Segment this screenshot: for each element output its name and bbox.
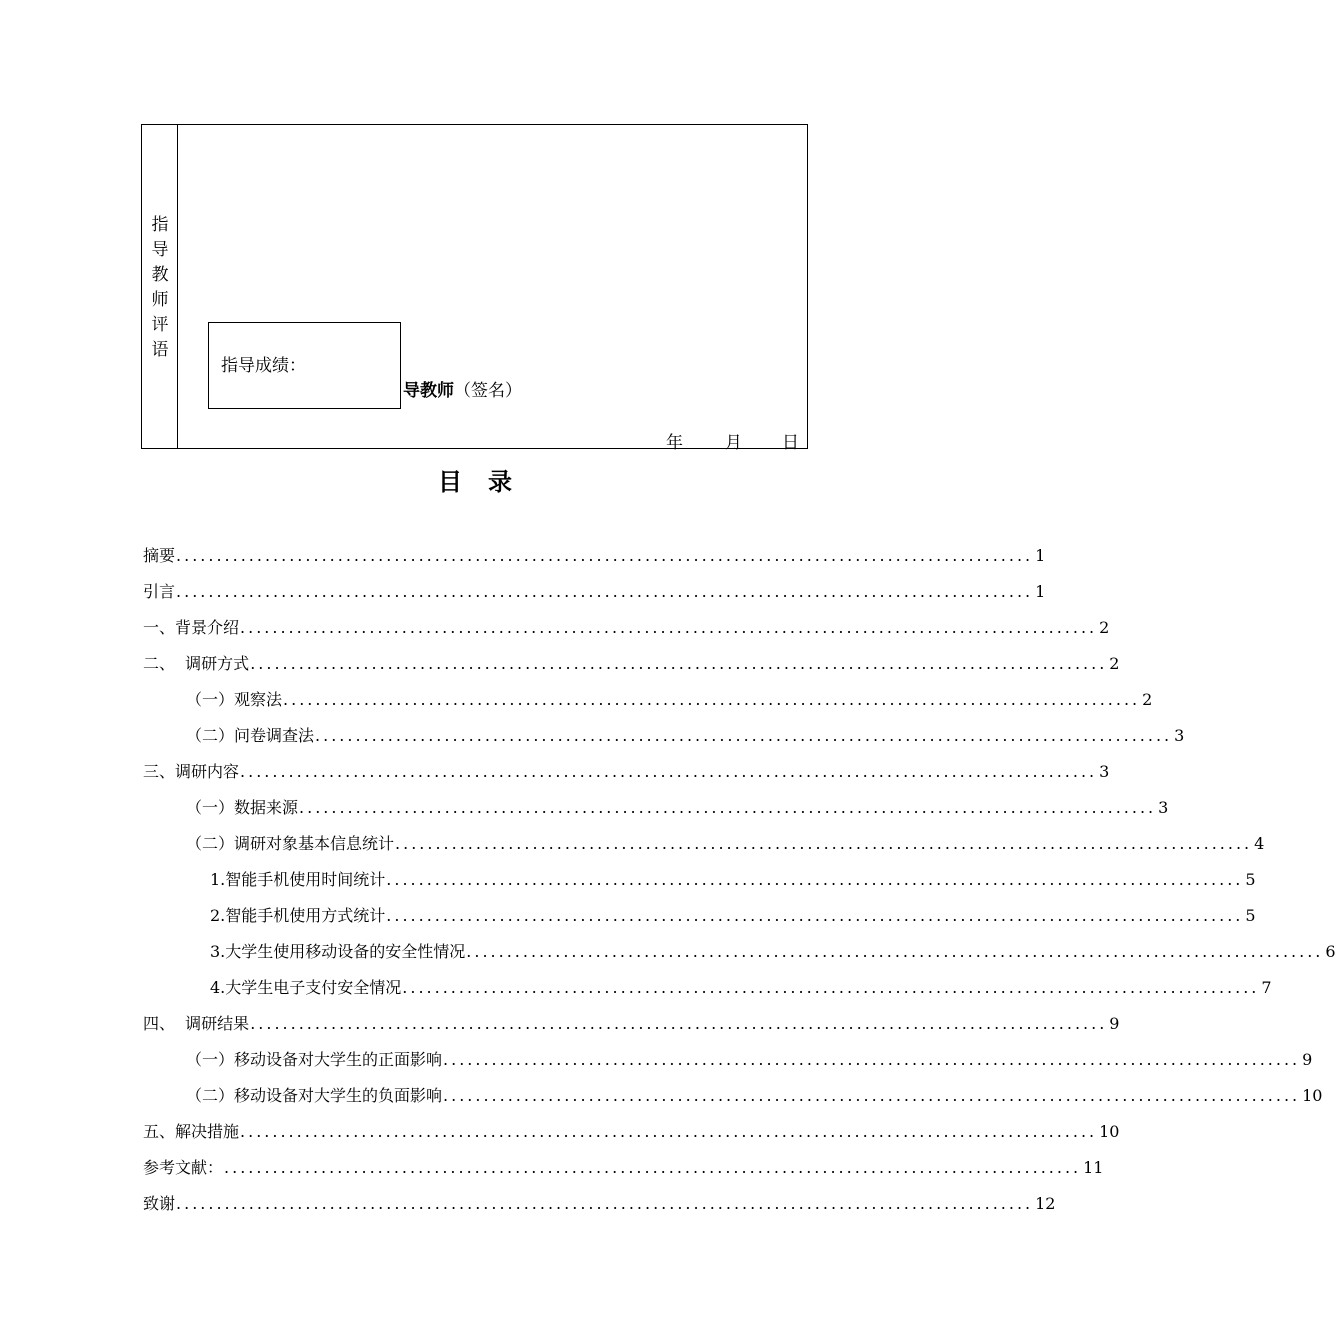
toc-entry-title: 致谢 xyxy=(143,1194,176,1213)
toc-entry[interactable] xyxy=(210,963,1272,999)
toc-entry-page: 5 xyxy=(1245,906,1256,925)
evaluation-table xyxy=(141,124,808,453)
toc-entry[interactable] xyxy=(186,1071,1323,1107)
toc-entry[interactable] xyxy=(210,927,1336,963)
toc-entry-page: 3 xyxy=(1158,798,1169,817)
toc-leader-dots: .......................................................................................................... xyxy=(299,798,1157,817)
toc-entry-title: 4.大学生电子支付安全情况 xyxy=(210,978,402,997)
signature-note: （签名） xyxy=(454,381,522,401)
toc-entry[interactable] xyxy=(186,819,1265,855)
toc-entry-title: 四、 调研结果 xyxy=(143,1014,250,1033)
toc-entry[interactable] xyxy=(143,1107,1120,1143)
toc-entry-page: 2 xyxy=(1142,690,1153,709)
toc-leader-dots: .......................................................................................................... xyxy=(386,906,1244,925)
toc-leader-dots: .......................................................................................................... xyxy=(315,726,1173,745)
toc-leader-dots: .......................................................................................................... xyxy=(240,1122,1098,1141)
toc-entry[interactable] xyxy=(210,855,1256,891)
toc-entry-page: 3 xyxy=(1099,762,1110,781)
toc-entry-title: 引言 xyxy=(143,582,176,601)
toc-entry-title: （一）观察法 xyxy=(186,690,283,709)
toc-leader-dots: .......................................................................................................... xyxy=(176,582,1034,601)
toc-leader-dots: .......................................................................................................... xyxy=(395,834,1253,853)
toc-leader-dots: .......................................................................................................... xyxy=(250,654,1108,673)
toc-entry-title: 1.智能手机使用时间统计 xyxy=(210,870,386,889)
toc-leader-dots: .......................................................................................................... xyxy=(240,618,1098,637)
toc-entry-title: 一、背景介绍 xyxy=(143,618,240,637)
toc-entry-page: 1 xyxy=(1035,582,1046,601)
toc-entry[interactable] xyxy=(186,711,1185,747)
toc-entry-title: 二、 调研方式 xyxy=(143,654,250,673)
toc-leader-dots: .......................................................................................................... xyxy=(176,1194,1034,1213)
supervisor-signature xyxy=(403,376,522,401)
toc-leader-dots: .......................................................................................................... xyxy=(386,870,1244,889)
toc-leader-dots: .......................................................................................................... xyxy=(176,546,1034,565)
toc-entry-page: 10 xyxy=(1302,1086,1323,1105)
date-month-label: 月 xyxy=(725,433,742,453)
evaluation-label-cell xyxy=(142,125,178,448)
toc-entry-page: 10 xyxy=(1099,1122,1120,1141)
toc-title: 目录 xyxy=(438,467,538,496)
toc-entry[interactable] xyxy=(143,1143,1104,1179)
toc-entry-page: 2 xyxy=(1109,654,1120,673)
toc-entry[interactable] xyxy=(143,567,1046,603)
toc-entry-title: 三、调研内容 xyxy=(143,762,240,781)
toc-entry-title: （二）问卷调查法 xyxy=(186,726,315,745)
toc-entry-page: 5 xyxy=(1245,870,1256,889)
date-day-label: 日 xyxy=(782,433,799,453)
toc-leader-dots: .......................................................................................................... xyxy=(466,942,1324,961)
toc-entry[interactable] xyxy=(143,639,1120,675)
toc-entry-page: 1 xyxy=(1035,546,1046,565)
toc-entry-title: 参考文献： xyxy=(143,1158,224,1177)
toc-leader-dots: .......................................................................................................... xyxy=(240,762,1098,781)
toc-leader-dots: .......................................................................................................... xyxy=(443,1086,1301,1105)
toc-leader-dots: .......................................................................................................... xyxy=(402,978,1260,997)
grade-box xyxy=(208,322,401,409)
toc-entry-page: 7 xyxy=(1261,978,1272,997)
toc-entry-page: 2 xyxy=(1099,618,1110,637)
grade-label: 指导成绩： xyxy=(221,356,306,376)
evaluation-left-label: 指导教师评语 xyxy=(151,215,169,360)
toc-entry-page: 4 xyxy=(1254,834,1265,853)
toc-entry[interactable] xyxy=(143,531,1046,567)
toc-entry[interactable] xyxy=(143,999,1120,1035)
toc-leader-dots: .......................................................................................................... xyxy=(443,1050,1301,1069)
toc-entry-page: 3 xyxy=(1174,726,1185,745)
toc-entry[interactable] xyxy=(143,1179,1056,1215)
toc-entry-title: （一）移动设备对大学生的正面影响 xyxy=(186,1050,443,1069)
toc-entry-page: 6 xyxy=(1325,942,1336,961)
toc-entry-title: 3.大学生使用移动设备的安全性情况 xyxy=(210,942,466,961)
toc-entry[interactable] xyxy=(186,675,1153,711)
toc-entry[interactable] xyxy=(186,783,1169,819)
toc-entry-title: 五、解决措施 xyxy=(143,1122,240,1141)
toc-leader-dots: .......................................................................................................... xyxy=(283,690,1141,709)
toc-entry[interactable] xyxy=(143,747,1110,783)
toc-entry-title: （二）调研对象基本信息统计 xyxy=(186,834,395,853)
toc-leader-dots: .......................................................................................................... xyxy=(224,1158,1082,1177)
toc-entry[interactable] xyxy=(210,891,1256,927)
signature-label: 导教师 xyxy=(403,381,454,401)
date-year-label: 年 xyxy=(666,433,683,453)
toc-entry-title: 摘要 xyxy=(143,546,176,565)
toc-entry-page: 12 xyxy=(1035,1194,1056,1213)
toc-entry-title: （二）移动设备对大学生的负面影响 xyxy=(186,1086,443,1105)
toc-entry[interactable] xyxy=(186,1035,1313,1071)
toc-entry-page: 9 xyxy=(1302,1050,1313,1069)
toc-entry-title: 2.智能手机使用方式统计 xyxy=(210,906,386,925)
toc-entry-page: 9 xyxy=(1109,1014,1120,1033)
toc-entry-title: （一）数据来源 xyxy=(186,798,299,817)
toc-entry-page: 11 xyxy=(1083,1158,1104,1177)
toc-entry[interactable] xyxy=(143,603,1110,639)
toc-leader-dots: .......................................................................................................... xyxy=(250,1014,1108,1033)
